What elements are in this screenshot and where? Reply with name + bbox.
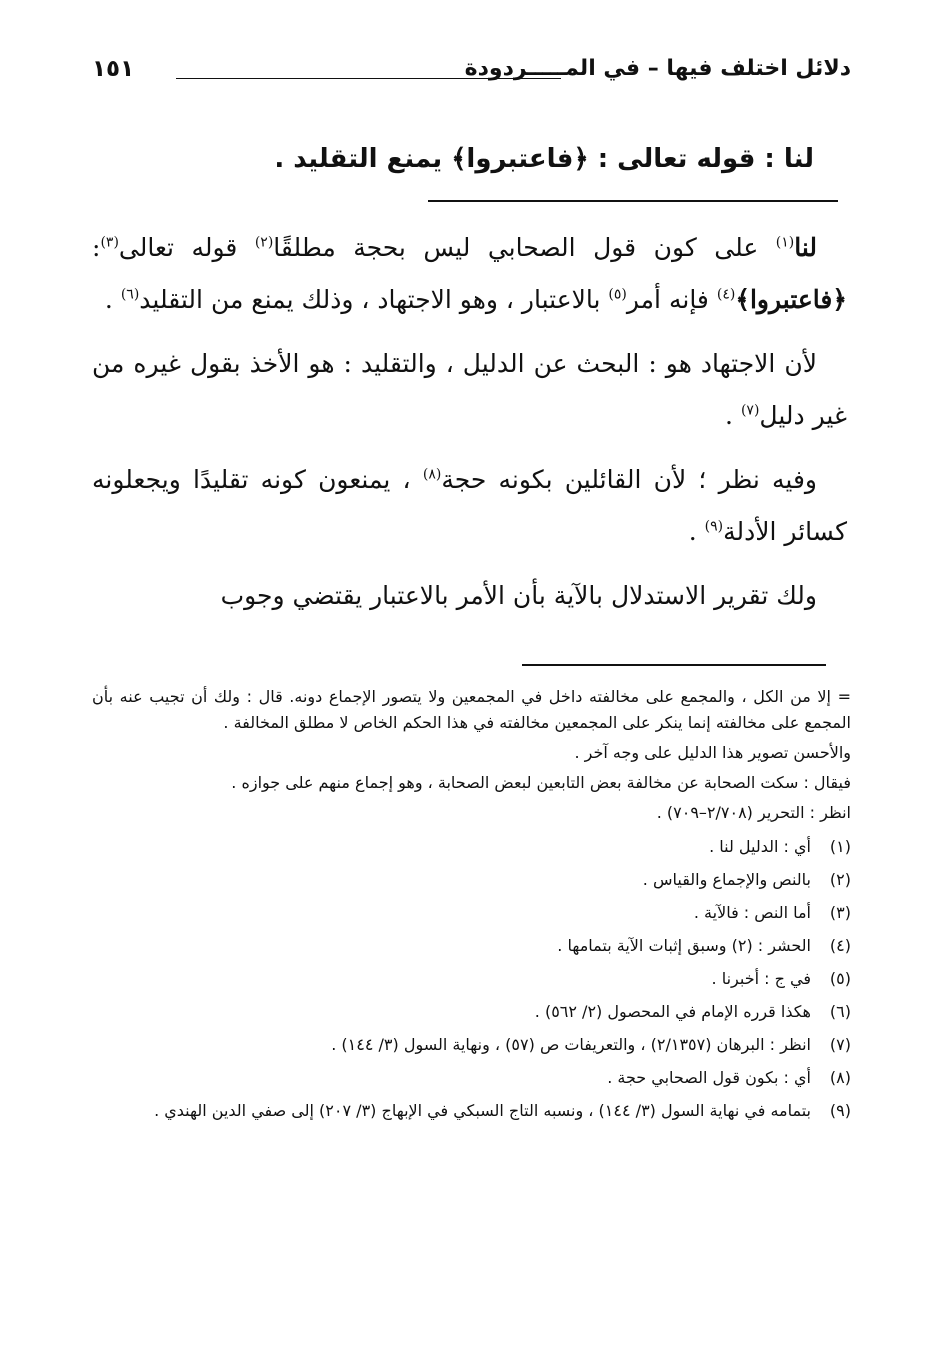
footnote-number: (٩) xyxy=(829,1101,851,1120)
text-run: ، يمنعون كونه تقليدًا ويجعلونه كسائر الأدلة xyxy=(92,465,847,546)
footnote-7 xyxy=(92,1032,851,1058)
footnote-number: (٦) xyxy=(829,1002,851,1021)
text-run: بالاعتبار ، وهو الاجتهاد ، وذلك يمنع من التقليد xyxy=(139,285,609,314)
footnote-6 xyxy=(92,999,851,1025)
footnote-number: (١) xyxy=(829,837,851,856)
footnote-text: أي : الدليل لنا . xyxy=(709,837,811,856)
footnote-number: (٥) xyxy=(829,969,851,988)
footnote-9 xyxy=(92,1098,851,1124)
footnote-number: (٤) xyxy=(829,936,851,955)
header-rule xyxy=(176,78,561,79)
footnote-ref[interactable]: (١) xyxy=(775,234,795,251)
footnote-5 xyxy=(92,966,851,992)
footnote-ref[interactable]: (٥) xyxy=(608,286,627,303)
footnote-number: (٣) xyxy=(829,903,851,922)
footnote-continuation: والأحسن تصوير هذا الدليل على وجه آخر . xyxy=(574,743,851,762)
main-text xyxy=(92,222,847,634)
page-header xyxy=(92,56,851,96)
paragraph-1 xyxy=(92,222,847,326)
footnote-text: الحشر : (٢) وسبق إثبات الآية بتمامها . xyxy=(557,936,811,955)
footnote-ref[interactable]: (٨) xyxy=(422,466,442,483)
text-run: وفيه نظر ؛ لأن القائلين بكونه حجة xyxy=(441,465,818,494)
running-title: دلائل اختلف فيها – في المـــــردودة xyxy=(464,56,851,81)
footnote-text: انظر : البرهان (٢/١٣٥٧) ، والتعريفات ص (٥٧) ، ونهاية السول (٣/ ١٤٤) . xyxy=(331,1035,811,1054)
footnote-ref[interactable]: (٦) xyxy=(120,286,140,303)
footnote-number: (٢) xyxy=(829,870,851,889)
section-heading: لنا : قوله تعالى : ﴿فاعتبروا﴾ يمنع التقليد . xyxy=(274,144,814,174)
footnote-text: هكذا قرره الإمام في المحصول (٢/ ٥٦٢) . xyxy=(534,1002,811,1021)
footnote-8 xyxy=(92,1065,851,1091)
footnote-ref[interactable]: (٢) xyxy=(254,234,274,251)
footnote-4 xyxy=(92,933,851,959)
footnote-1 xyxy=(92,834,851,860)
paragraph-2 xyxy=(92,338,847,442)
heading-rule xyxy=(428,200,838,202)
footnote-ref[interactable]: (٩) xyxy=(704,518,724,535)
quran-quote: ﴿فاعتبروا﴾ xyxy=(735,285,847,314)
footnote-2 xyxy=(92,867,851,893)
footnote-text: بتمامه في نهاية السول (٣/ ١٤٤) ، ونسبه التاج السبكي في الإبهاج (٣/ ٢٠٧) إلى صفي الدين الهندي . xyxy=(154,1101,811,1120)
footnote-ref[interactable]: (٣) xyxy=(100,234,119,251)
footnote-text: بالنص والإجماع والقياس . xyxy=(642,870,811,889)
text-run: على كون قول الصحابي ليس بحجة مطلقًا xyxy=(273,233,776,262)
footnote-continuation: = إلا من الكل ، والمجمع على مخالفته داخل في المجمعين ولا يتصور الإجماع دونه. قال : ولك أن تجيب عنه بأن المجمع على مخالفته إنما ينكر على المجمعين مخالفته في هذا الحكم الخاص لا مطلق المخالفة . xyxy=(92,687,851,732)
text-run: . xyxy=(725,401,741,430)
paragraph-4: ولك تقرير الاستدلال بالآية بأن الأمر بالاعتبار يقتضي وجوب xyxy=(220,581,817,610)
footnote-number: (٨) xyxy=(829,1068,851,1087)
footnote-text: أما النص : فالآية . xyxy=(693,903,811,922)
footnotes xyxy=(92,684,851,1131)
footnote-number: (٧) xyxy=(829,1035,851,1054)
footnote-text: في ج : أخبرنا . xyxy=(711,969,811,988)
footnote-ref[interactable]: (٤) xyxy=(716,286,736,303)
text-run: لأن الاجتهاد هو : البحث عن الدليل ، والتقليد : هو الأخذ بقول غيره من غير دليل xyxy=(92,349,847,430)
footnote-separator xyxy=(522,664,826,666)
text-run: . xyxy=(688,517,705,546)
text-run: . xyxy=(104,285,121,314)
text-run: : xyxy=(92,233,101,262)
footnote-continuation: انظر : التحرير (٢/٧٠٨–٧٠٩) . xyxy=(656,803,851,822)
text-run: فإنه أمر xyxy=(626,285,717,314)
page-number: ١٥١ xyxy=(92,56,135,82)
footnote-continuation: فيقال : سكت الصحابة عن مخالفة بعض التابعين لبعض الصحابة ، وهو إجماع منهم على جوازه . xyxy=(231,773,851,792)
paragraph-3 xyxy=(92,454,847,558)
footnote-text: أي : بكون قول الصحابي حجة . xyxy=(607,1068,811,1087)
text-run: قوله تعالى xyxy=(118,233,255,262)
lead-word: لنا xyxy=(794,233,817,262)
footnote-3 xyxy=(92,900,851,926)
footnote-ref[interactable]: (٧) xyxy=(740,402,760,419)
